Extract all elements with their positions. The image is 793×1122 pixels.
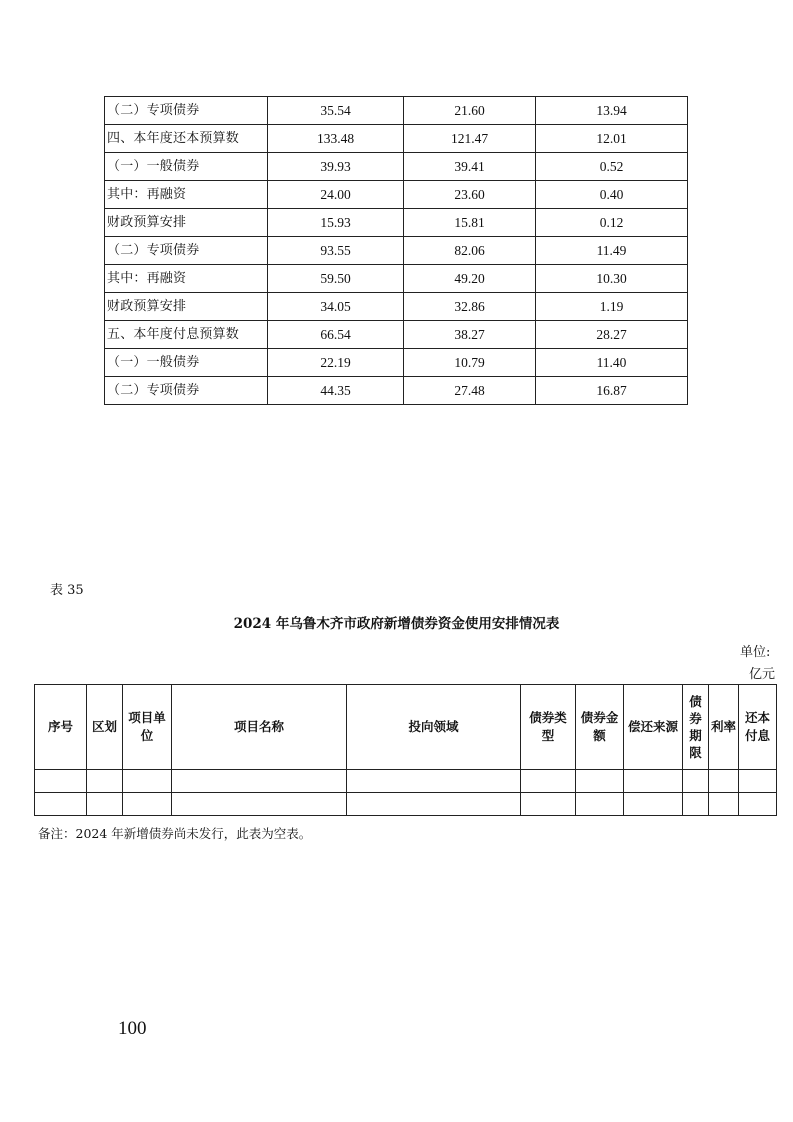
- table-row: [105, 377, 688, 405]
- row-label: 其中：再融资: [105, 265, 268, 293]
- value-cell: 27.48: [404, 377, 536, 405]
- table-row: [105, 153, 688, 181]
- table-number: 表 35: [50, 583, 84, 598]
- empty-cell: [683, 770, 709, 793]
- empty-cell: [624, 793, 683, 816]
- value-cell: 133.48: [268, 125, 404, 153]
- table-row: [105, 181, 688, 209]
- header-bond-type: [521, 685, 576, 770]
- debt-allocation-table: [34, 684, 777, 816]
- value-cell: 35.54: [268, 97, 404, 125]
- page-number: 100: [118, 1018, 147, 1039]
- table-row: [105, 293, 688, 321]
- header-repayment-source: 偿还来源: [624, 685, 683, 770]
- value-cell: 59.50: [268, 265, 404, 293]
- header-district: 区划: [87, 685, 123, 770]
- value-cell: 44.35: [268, 377, 404, 405]
- value-cell: 39.93: [268, 153, 404, 181]
- value-cell: 66.54: [268, 321, 404, 349]
- value-cell: 38.27: [404, 321, 536, 349]
- empty-cell: [35, 770, 87, 793]
- value-cell: 23.60: [404, 181, 536, 209]
- empty-cell: [624, 770, 683, 793]
- header-bond-term-text: 债券期限: [689, 693, 702, 760]
- header-row: [35, 685, 777, 770]
- empty-cell: [576, 770, 624, 793]
- table-row: [105, 237, 688, 265]
- value-cell: 0.12: [536, 209, 688, 237]
- value-cell: 49.20: [404, 265, 536, 293]
- value-cell: 1.19: [536, 293, 688, 321]
- value-cell: 21.60: [404, 97, 536, 125]
- table-row: [105, 321, 688, 349]
- table-note: 备注：2024 年新增债券尚未发行，此表为空表。: [38, 826, 312, 841]
- row-label: 四、本年度还本预算数: [105, 125, 268, 153]
- empty-cell: [576, 793, 624, 816]
- header-principal-interest-text: 还本付息: [744, 710, 770, 743]
- value-cell: 82.06: [404, 237, 536, 265]
- empty-cell: [709, 770, 739, 793]
- empty-cell: [739, 793, 777, 816]
- table-title: 2024 年乌鲁木齐市政府新增债券资金使用安排情况表: [233, 616, 560, 632]
- value-cell: 15.81: [404, 209, 536, 237]
- header-interest-rate: 利率: [709, 685, 739, 770]
- value-cell: 28.27: [536, 321, 688, 349]
- table-row: [105, 97, 688, 125]
- header-project-unit-text: 项目单位: [128, 710, 166, 743]
- row-label: 其中：再融资: [105, 181, 268, 209]
- header-principal-interest: [739, 685, 777, 770]
- row-label: （二）专项债券: [105, 377, 268, 405]
- table-row: [105, 265, 688, 293]
- empty-cell: [123, 793, 172, 816]
- row-label: 财政预算安排: [105, 209, 268, 237]
- row-label: （二）专项债券: [105, 237, 268, 265]
- empty-cell: [172, 793, 347, 816]
- value-cell: 13.94: [536, 97, 688, 125]
- header-project-name: 项目名称: [172, 685, 347, 770]
- header-investment-area: 投向领域: [347, 685, 521, 770]
- header-project-unit: [123, 685, 172, 770]
- header-bond-amount-text: 债券金额: [580, 710, 619, 743]
- header-bond-term: [683, 685, 709, 770]
- empty-cell: [87, 770, 123, 793]
- header-bond-amount: [576, 685, 624, 770]
- row-label: （一）一般债券: [105, 349, 268, 377]
- table-row: [105, 209, 688, 237]
- budget-table-body: [105, 97, 688, 405]
- value-cell: 12.01: [536, 125, 688, 153]
- empty-cell: [347, 793, 521, 816]
- value-cell: 10.30: [536, 265, 688, 293]
- value-cell: 39.41: [404, 153, 536, 181]
- value-cell: 0.52: [536, 153, 688, 181]
- row-label: （一）一般债券: [105, 153, 268, 181]
- header-index: 序号: [35, 685, 87, 770]
- table-row: [105, 349, 688, 377]
- row-label: 五、本年度付息预算数: [105, 321, 268, 349]
- empty-cell: [35, 793, 87, 816]
- empty-cell: [87, 793, 123, 816]
- row-label: 财政预算安排: [105, 293, 268, 321]
- empty-row: [35, 793, 777, 816]
- value-cell: 16.87: [536, 377, 688, 405]
- value-cell: 0.40: [536, 181, 688, 209]
- row-label: （二）专项债券: [105, 97, 268, 125]
- value-cell: 11.40: [536, 349, 688, 377]
- value-cell: 32.86: [404, 293, 536, 321]
- value-cell: 34.05: [268, 293, 404, 321]
- empty-cell: [683, 793, 709, 816]
- empty-cell: [521, 793, 576, 816]
- value-cell: 15.93: [268, 209, 404, 237]
- header-bond-type-text: 债券类型: [529, 710, 567, 743]
- empty-cell: [347, 770, 521, 793]
- value-cell: 93.55: [268, 237, 404, 265]
- budget-table: [104, 96, 688, 405]
- value-cell: 24.00: [268, 181, 404, 209]
- unit-value: 亿元: [749, 667, 776, 682]
- table-row: [105, 125, 688, 153]
- unit-label: 单位:: [740, 645, 771, 660]
- empty-cell: [709, 793, 739, 816]
- value-cell: 11.49: [536, 237, 688, 265]
- value-cell: 10.79: [404, 349, 536, 377]
- value-cell: 121.47: [404, 125, 536, 153]
- empty-row: [35, 770, 777, 793]
- value-cell: 22.19: [268, 349, 404, 377]
- empty-cell: [521, 770, 576, 793]
- empty-cell: [172, 770, 347, 793]
- empty-cell: [739, 770, 777, 793]
- empty-cell: [123, 770, 172, 793]
